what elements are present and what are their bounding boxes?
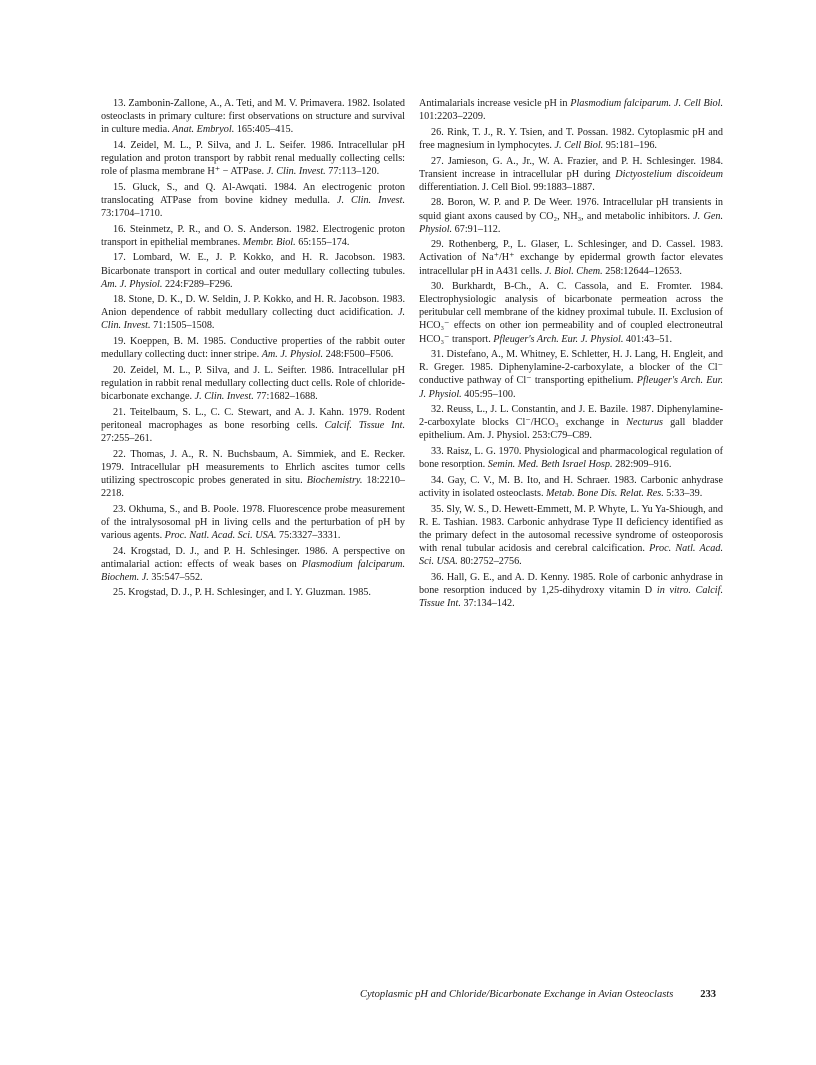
reference-journal: Am. J. Physiol. bbox=[101, 278, 163, 290]
reference-citation: 77:1682–1688. bbox=[256, 391, 318, 403]
reference-entry bbox=[101, 545, 405, 584]
reference-journal: J. Gen. Physiol. bbox=[419, 210, 723, 235]
reference-journal: Calcif. Tissue Int. bbox=[324, 419, 405, 431]
reference-text: Rothenberg, P., L. Glaser, L. Schlesinger, and D. Cassel. 1983. Activation of Na⁺/H⁺ exchange by epidermal growth factor elevates intracellular pH in A431 cells. bbox=[419, 239, 724, 277]
reference-entry bbox=[101, 364, 405, 403]
reference-entry bbox=[101, 448, 405, 500]
reference-text: Thomas, J. A., R. N. Buchsbaum, A. Simmiek, and E. Recker. 1979. Intracellular pH measurements to Ehrlich ascites tumor cells utilizing spectroscopic probes generated in situ. bbox=[101, 448, 405, 486]
reference-journal: J. Clin. Invest. bbox=[336, 194, 405, 206]
reference-citation: 405:95–100. bbox=[464, 388, 516, 400]
reference-text: Krogstad, D. J., P. H. Schlesinger, and I. Y. Gluzman. 1985. bbox=[128, 587, 371, 599]
reference-number: 13. bbox=[113, 98, 126, 109]
reference-number: 23. bbox=[113, 503, 126, 515]
running-title: Cytoplasmic pH and Chloride/Bicarbonate Exchange in Avian Osteoclasts bbox=[360, 989, 674, 1000]
reference-journal: J. Clin. Invest. bbox=[266, 166, 326, 178]
reference-journal: Anat. Embryol. bbox=[172, 124, 235, 136]
reference-continuation: Antimalarials increase vesicle pH in Plasmodium falciparum. J. Cell Biol. 101:2203–2209. bbox=[419, 98, 723, 123]
right-column bbox=[419, 97, 723, 613]
reference-journal: Metab. Bone Dis. Relat. Res. bbox=[546, 487, 664, 499]
reference-number: 30. bbox=[431, 281, 444, 293]
reference-text: Burkhardt, B-Ch., A. C. Cassola, and E. Fromter. 1984. Electrophysiologic analysis of bicarbonate permeation across the peritubular cell membrane of the kidney proximal tubule. II. Exclusion of HCO₃⁻ effects on other ion permeability and of coupled electroneutral HCO₃⁻ transport. bbox=[419, 281, 723, 345]
reference-entry bbox=[419, 503, 723, 568]
reference-journal: Semin. Med. Beth Israel Hosp. bbox=[487, 459, 613, 471]
reference-citation: 65:155–174. bbox=[298, 236, 350, 248]
reference-entry bbox=[101, 293, 405, 332]
reference-text: Reuss, L., J. L. Constantin, and J. E. Bazile. 1987. Diphenylamine-2-carboxylate blocks Cl⁻/HCO₃ exchange in bbox=[419, 404, 724, 429]
reference-entry bbox=[419, 474, 723, 500]
reference-journal: Pfleuger's Arch. Eur. J. Physiol. bbox=[419, 375, 724, 400]
reference-text: Sly, W. S., D. Hewett-Emmett, M. P. Whyte, L. Yu Ya-Shiough, and R. E. Tashian. 1983. Carbonic anhydrase Type II deficiency identified as the primary defect in the autosomal recessive syndrome of osteoporosis with renal tubular acidosis and cerebral calcification. bbox=[419, 503, 723, 554]
reference-citation: 75:3327–3331. bbox=[278, 529, 341, 541]
reference-number: 17. bbox=[113, 252, 126, 264]
reference-citation: 258:12644–12653. bbox=[605, 265, 682, 277]
reference-entry bbox=[419, 155, 723, 194]
reference-number: 34. bbox=[431, 474, 444, 486]
reference-citation: 165:405–415. bbox=[236, 124, 294, 136]
reference-entry bbox=[419, 348, 723, 400]
reference-citation: 71:1505–1508. bbox=[153, 320, 215, 332]
reference-text: Hall, G. E., and A. D. Kenny. 1985. Role of carbonic anhydrase in bone resorption induced by 1,25-dihydroxy vitamin D bbox=[419, 571, 723, 596]
reference-citation: 35:547–552. bbox=[151, 571, 203, 583]
reference-text: Krogstad, D. J., and P. H. Schlesinger. 1986. A perspective on antimalarial action: effects of weak bases on bbox=[101, 545, 406, 570]
reference-text: Okhuma, S., and B. Poole. 1978. Fluorescence probe measurement of the intralysosomal pH in living cells and the perturbation of pH by various agents. bbox=[101, 503, 406, 541]
reference-text: Gay, C. V., M. B. Ito, and H. Schraer. 1983. Carbonic anhydrase activity in isolated osteoclasts. bbox=[419, 474, 724, 499]
reference-text: Zeidel, M. L., P. Silva, and J. L. Seifer. 1986. Intracellular pH regulation and proton transport by rabbit renal medually collecting cells: role of plasma membrane H⁺ − ATPase. bbox=[101, 139, 406, 178]
reference-entry bbox=[419, 196, 723, 235]
reference-entry bbox=[419, 280, 723, 345]
reference-entry bbox=[101, 97, 405, 136]
reference-citation: 224:F289–F296. bbox=[164, 278, 233, 290]
reference-number: 36. bbox=[431, 571, 444, 583]
reference-citation: 5:33–39. bbox=[666, 487, 703, 499]
reference-entry bbox=[101, 503, 405, 542]
reference-number: 18. bbox=[113, 294, 126, 306]
reference-text: Teitelbaum, S. L., C. C. Stewart, and A. J. Kahn. 1979. Rodent peritoneal macrophages as bone resorbing cells. bbox=[101, 406, 405, 431]
reference-journal: Plasmodium falciparum. Biochem. J. bbox=[101, 558, 405, 583]
reference-citation: 80:2752–2756. bbox=[460, 556, 522, 568]
reference-journal: Proc. Natl. Acad. Sci. USA. bbox=[164, 529, 277, 541]
reference-number: 20. bbox=[113, 364, 126, 376]
reference-journal: J. Biol. Chem. bbox=[544, 265, 603, 277]
reference-journal: J. Clin. Invest. bbox=[101, 307, 406, 332]
reference-text: Jamieson, G. A., Jr., W. A. Frazier, and P. H. Schlesinger. 1984. Transient increase in intracellular pH during bbox=[419, 155, 724, 180]
reference-text: Zambonin-Zallone, A., A. Teti, and M. V. Primavera. 1982. Isolated osteoclasts in primary culture: first observations on structure and survival in culture media. bbox=[101, 98, 406, 136]
reference-journal: in vitro. Calcif. Tissue Int. bbox=[419, 584, 723, 609]
reference-journal: J. Clin. Invest. bbox=[194, 391, 254, 403]
reference-citation: 248:F500–F506. bbox=[325, 349, 394, 361]
reference-citation: differentiation. J. Cell Biol. 99:1883–1887. bbox=[419, 181, 595, 193]
reference-entry bbox=[419, 571, 723, 610]
reference-number: 24. bbox=[113, 545, 126, 557]
reference-journal: J. Cell Biol. bbox=[554, 139, 604, 151]
reference-number: 22. bbox=[113, 448, 126, 460]
reference-number: 27. bbox=[431, 155, 444, 167]
reference-journal: Am. J. Physiol. bbox=[261, 349, 324, 361]
reference-entry bbox=[101, 223, 405, 249]
reference-text: Lombard, W. E., J. P. Kokko, and H. R. Jacobson. 1983. Bicarbonate transport in cortical and outer medullary collecting tubules. bbox=[101, 252, 405, 277]
reference-entry bbox=[101, 406, 405, 445]
reference-citation: 18:2210–2218. bbox=[101, 474, 406, 499]
reference-text: Rink, T. J., R. Y. Tsien, and T. Possan. 1982. Cytoplasmic pH and free magnesium in lymphocytes. bbox=[419, 126, 723, 151]
reference-text: Raisz, L. G. 1970. Physiological and pharmacological regulation of bone resorption. bbox=[419, 446, 724, 471]
reference-citation: 27:255–261. bbox=[101, 433, 153, 444]
page-number: 233 bbox=[700, 989, 716, 1000]
reference-entry bbox=[419, 238, 723, 277]
reference-number: 16. bbox=[113, 223, 126, 235]
reference-citation: 95:181–196. bbox=[605, 139, 657, 151]
reference-citation: 282:909–916. bbox=[615, 459, 672, 471]
reference-number: 33. bbox=[431, 446, 444, 458]
reference-number: 21. bbox=[113, 406, 126, 418]
reference-entry bbox=[101, 586, 405, 599]
reference-citation: 401:43–51. bbox=[625, 333, 673, 345]
reference-number: 29. bbox=[431, 239, 444, 251]
reference-journal: Proc. Natl. Acad. Sci. USA. bbox=[419, 542, 723, 568]
reference-text: Zeidel, M. L., P. Silva, and J. L. Seifter. 1986. Intracellular pH regulation in rabbit renal medullary collecting duct cells. Role of chloride-bicarbonate exchange. bbox=[101, 364, 406, 403]
reference-text: Distefano, A., M. Whitney, E. Schletter, H. J. Lang, H. Engleit, and R. Greger. 1985. Diphenylamine-2-carboxylate, a blocker of the Cl⁻ conductive pathway of Cl⁻ transporting epithelium. bbox=[419, 349, 724, 387]
reference-journal: Dictyostelium discoideum bbox=[615, 168, 723, 180]
reference-entry bbox=[419, 403, 723, 442]
reference-number: 35. bbox=[431, 503, 444, 515]
reference-journal: Necturus bbox=[626, 417, 664, 429]
reference-number: 26. bbox=[431, 126, 444, 138]
reference-number: 19. bbox=[113, 336, 126, 348]
page-footer bbox=[360, 989, 716, 1000]
reference-entry bbox=[419, 126, 723, 152]
left-column bbox=[101, 97, 405, 602]
reference-citation: 73:1704–1710. bbox=[101, 207, 163, 219]
reference-journal: Membr. Biol. bbox=[242, 236, 296, 248]
reference-number: 32. bbox=[431, 404, 444, 416]
reference-citation: 37:134–142. bbox=[463, 597, 515, 609]
reference-journal: Biochemistry. bbox=[306, 474, 363, 486]
reference-text: Stone, D. K., D. W. Seldin, J. P. Kokko, and H. R. Jacobson. 1983. Anion dependence of rabbit medullary collecting duct acidification. bbox=[101, 294, 406, 319]
reference-text: Koeppen, B. M. 1985. Conductive properties of the rabbit outer medullary collecting duct: inner stripe. bbox=[101, 336, 405, 361]
reference-citation: gall bladder epithelium. Am. J. Physiol. 253:C79–C89. bbox=[419, 417, 724, 442]
reference-entry bbox=[101, 251, 405, 290]
reference-entry bbox=[101, 181, 405, 220]
reference-citation: 67:91–112. bbox=[454, 223, 501, 235]
reference-number: 25. bbox=[113, 587, 126, 599]
reference-number: 31. bbox=[431, 349, 444, 361]
reference-journal: Pfleuger's Arch. Eur. J. Physiol. bbox=[493, 333, 624, 345]
reference-entry bbox=[419, 445, 723, 471]
reference-text: Steinmetz, P. R., and O. S. Anderson. 1982. Electrogenic proton transport in epithelial membranes. bbox=[101, 223, 405, 248]
reference-number: 14. bbox=[113, 139, 126, 151]
reference-citation: 77:113–120. bbox=[328, 166, 380, 178]
reference-entry bbox=[101, 139, 405, 178]
reference-number: 28. bbox=[431, 197, 444, 209]
reference-entry bbox=[101, 335, 405, 361]
reference-text: Boron, W. P. and P. De Weer. 1976. Intracellular pH transients in squid giant axons caused by CO₂, NH₃, and metabolic inhibitors. bbox=[419, 197, 724, 222]
reference-number: 15. bbox=[113, 181, 126, 193]
reference-text: Gluck, S., and Q. Al-Awqati. 1984. An electrogenic proton translocating ATPase from bovine kidney medulla. bbox=[101, 181, 406, 206]
